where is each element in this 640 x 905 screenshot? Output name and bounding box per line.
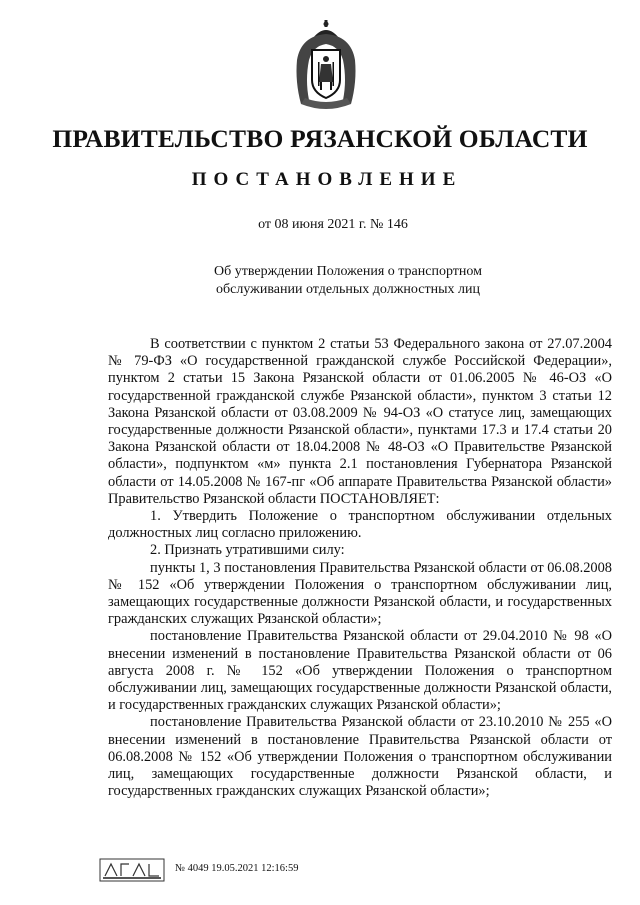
registration-number: № 4049 19.05.2021 12:16:59 xyxy=(175,863,299,874)
registration-footer xyxy=(99,858,359,884)
paragraph-repealed: пункты 1, 3 постановления Правительства Рязанской области от 06.08.2008 № 152 «Об утверждении Положения о транспортном обслуживании лиц, замещающих государственные должности Рязанской области, и государственных гражданских служащих Рязанской области»; xyxy=(108,559,612,628)
paragraph-item-1: 1. Утвердить Положение о транспортном обслуживании отдельных должностных лиц согласно приложению. xyxy=(108,508,612,542)
registry-stamp-icon xyxy=(99,858,165,882)
subject-line: обслуживании отдельных должностных лиц xyxy=(216,282,480,297)
paragraph-repealed: постановление Правительства Рязанской области от 23.10.2010 № 255 «О внесении изменений в постановление Правительства Рязанской области от 06.08.2008 № 152 «Об утверждении Положения о транспортном обслуживании лиц, замещающих государственные должности Рязанской области, и государственных гражданских служащих Рязанской области»; xyxy=(108,714,612,800)
document-subject xyxy=(183,263,513,299)
document-type: ПОСТАНОВЛЕНИЕ xyxy=(191,169,463,190)
document-date-number: от 08 июня 2021 г. № 146 xyxy=(258,217,408,232)
paragraph-preamble: В соответствии с пунктом 2 статьи 53 Федерального закона от 27.07.2004 № 79-ФЗ «О государственной гражданской службе Российской Федерации», пунктом 2 статьи 15 Закона Рязанской области от 01.06.2005 № 46-ОЗ «О государственной гражданской службе Рязанской области», пунктом 3 статьи 12 Закона Рязанской области от 03.08.2009 № 94-ОЗ «О статусе лиц, замещающих государственные должности Рязанской области», пунктами 17.3 и 17.4 статьи 20 Закона Рязанской области от 18.04.2008 № 48-ОЗ «О Правительстве Рязанской области», подпунктом «м» пункта 2.1 постановления Губернатора Рязанской области от 14.05.2008 № 167-пг «Об аппарате Правительства Рязанской области» Правительство Рязанской области ПОСТАНОВЛЯЕТ: xyxy=(108,336,612,507)
government-title: ПРАВИТЕЛЬСТВО РЯЗАНСКОЙ ОБЛАСТИ xyxy=(52,124,588,153)
paragraph-item-2: 2. Признать утратившими силу: xyxy=(150,542,345,559)
paragraph-repealed: постановление Правительства Рязанской области от 29.04.2010 № 98 «О внесении изменений в постановление Правительства Рязанской области от 06 августа 2008 г. № 152 «Об утверждении Положения о транспортном обслуживании лиц, замещающих государственные должности Рязанской области, и государственных гражданских служащих Рязанской области»; xyxy=(108,628,612,714)
document-body xyxy=(108,336,612,800)
subject-line: Об утверждении Положения о транспортном xyxy=(214,264,482,279)
coat-of-arms-icon xyxy=(291,20,361,114)
